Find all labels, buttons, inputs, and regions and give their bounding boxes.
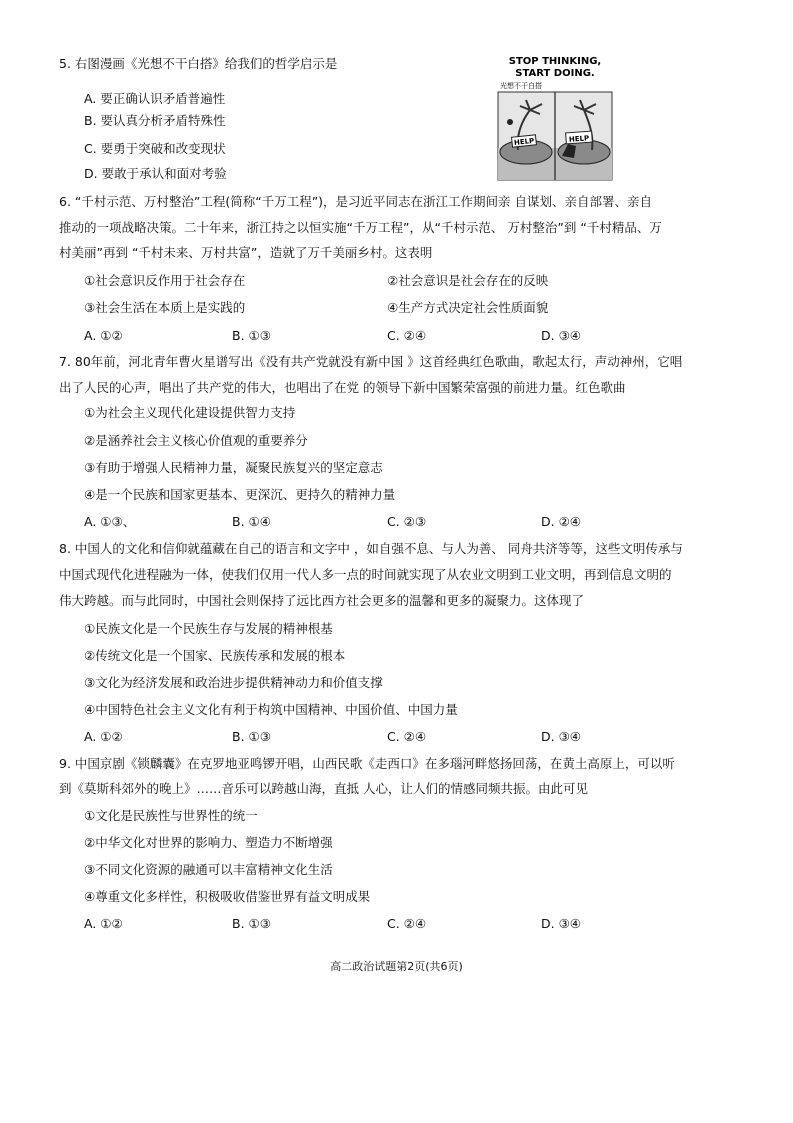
q7-option-b: B. ①④ bbox=[232, 514, 271, 529]
q8-option-b: B. ①③ bbox=[232, 729, 271, 744]
q9-statement-2: ②中华文化对世界的影响力、塑造力不断增强 bbox=[84, 835, 333, 850]
q6-line-2: 推动的一项战略决策。二十年来，浙江持之以恒实施“千万工程”，从“千村示范、 万村整治”到 “千村精品、万 bbox=[59, 220, 662, 235]
q8-statement-1: ①民族文化是一个民族生存与发展的精神根基 bbox=[84, 621, 333, 636]
q5-option-b: B. 要认真分析矛盾特殊性 bbox=[84, 113, 226, 128]
q9-line-2: 到《莫斯科郊外的晚上》……音乐可以跨越山海，直抵 人心，让人们的情感同频共振。由此可见 bbox=[59, 781, 588, 796]
q5-option-a: A. 要正确认识矛盾普遍性 bbox=[84, 91, 226, 106]
q6-line-3: 村美丽”再到 “千村未来、万村共富”，造就了万千美丽乡村。这表明 bbox=[59, 245, 433, 260]
q8-line-2: 中国式现代化进程融为一体，使我们仅用一代人多一点的时间就实现了从农业文明到工业文明，再到信息文明的 bbox=[59, 567, 672, 582]
cartoon-illustration bbox=[496, 52, 614, 182]
q9-option-c: C. ②④ bbox=[387, 916, 427, 931]
q5-stem: 5. 右图漫画《光想不干白搭》给我们的哲学启示是 bbox=[59, 56, 338, 71]
q9-statement-3: ③不同文化资源的融通可以丰富精神文化生活 bbox=[84, 862, 333, 877]
q7-statement-3: ③有助于增强人民精神力量，凝聚民族复兴的坚定意志 bbox=[84, 460, 383, 475]
cartoon-sign-left: HELP bbox=[513, 136, 535, 148]
q9-statement-4: ④尊重文化多样性，积极吸收借鉴世界有益文明成果 bbox=[84, 889, 371, 904]
cartoon-caption: 光想不干白搭 bbox=[500, 82, 542, 90]
q9-statement-1: ①文化是民族性与世界性的统一 bbox=[84, 808, 258, 823]
q5-option-d: D. 要敢于承认和面对考验 bbox=[84, 166, 227, 181]
q9-option-b: B. ①③ bbox=[232, 916, 271, 931]
q8-line-3: 伟大跨越。而与此同时，中国社会则保持了远比西方社会更多的温馨和更多的凝聚力。这体现了 bbox=[59, 593, 585, 608]
q8-option-d: D. ③④ bbox=[541, 729, 581, 744]
cartoon-heading-line2: START DOING. bbox=[515, 68, 595, 79]
q7-statement-1: ①为社会主义现代化建设提供智力支持 bbox=[84, 405, 296, 420]
q6-line-1: 6. “千村示范、万村整治”工程(简称“千万工程”)，是习近平同志在浙江工作期间亲 自谋划、亲自部署、亲自 bbox=[59, 194, 653, 209]
q9-line-1: 9. 中国京剧《锁麟囊》在克罗地亚鸣锣开唱，山西民歌《走西口》在多瑙河畔悠扬回荡，在黄土高原上，可以听 bbox=[59, 756, 675, 771]
cartoon-heading-line1: STOP THINKING, bbox=[508, 56, 602, 67]
q6-option-d: D. ③④ bbox=[541, 328, 581, 343]
q9-option-d: D. ③④ bbox=[541, 916, 581, 931]
q9-option-a: A. ①② bbox=[84, 916, 123, 931]
q7-option-d: D. ②④ bbox=[541, 514, 581, 529]
q6-statement-1: ①社会意识反作用于社会存在 bbox=[84, 273, 246, 288]
q7-statement-2: ②是涵养社会主义核心价值观的重要养分 bbox=[84, 433, 308, 448]
q8-option-c: C. ②④ bbox=[387, 729, 427, 744]
q6-option-c: C. ②④ bbox=[387, 328, 427, 343]
q8-statement-2: ②传统文化是一个国家、民族传承和发展的根本 bbox=[84, 648, 346, 663]
q7-line-1: 7. 80年前，河北青年曹火星谱写出《没有共产党就没有新中国 》这首经典红色歌曲，歌起太行，声动神州，它唱 bbox=[59, 354, 683, 369]
q7-option-a: A. ①③、 bbox=[84, 514, 136, 529]
q6-statement-2: ②社会意识是社会存在的反映 bbox=[387, 273, 549, 288]
q6-option-b: B. ①③ bbox=[232, 328, 271, 343]
cartoon-sign-right: HELP bbox=[568, 134, 590, 144]
q7-line-2: 出了人民的心声，唱出了共产党的伟大，也唱出了在党 的领导下新中国繁荣富强的前进力量。红色歌曲 bbox=[59, 380, 626, 395]
q6-statement-4: ④生产方式决定社会性质面貌 bbox=[387, 300, 549, 315]
q7-option-c: C. ②③ bbox=[387, 514, 427, 529]
q7-statement-4: ④是一个民族和国家更基本、更深沉、更持久的精神力量 bbox=[84, 487, 396, 502]
page-footer: 高二政治试题第2页(共6页) bbox=[330, 960, 463, 973]
q8-statement-4: ④中国特色社会主义文化有利于构筑中国精神、中国价值、中国力量 bbox=[84, 702, 458, 717]
q6-statement-3: ③社会生活在本质上是实践的 bbox=[84, 300, 246, 315]
q8-line-1: 8. 中国人的文化和信仰就蕴藏在自己的语言和文字中 ，如自强不息、与人为善、 同舟共济等等，这些文明传承与 bbox=[59, 541, 683, 556]
q5-option-c: C. 要勇于突破和改变现状 bbox=[84, 141, 226, 156]
q8-option-a: A. ①② bbox=[84, 729, 123, 744]
q8-statement-3: ③文化为经济发展和政治进步提供精神动力和价值支撑 bbox=[84, 675, 383, 690]
q6-option-a: A. ①② bbox=[84, 328, 123, 343]
